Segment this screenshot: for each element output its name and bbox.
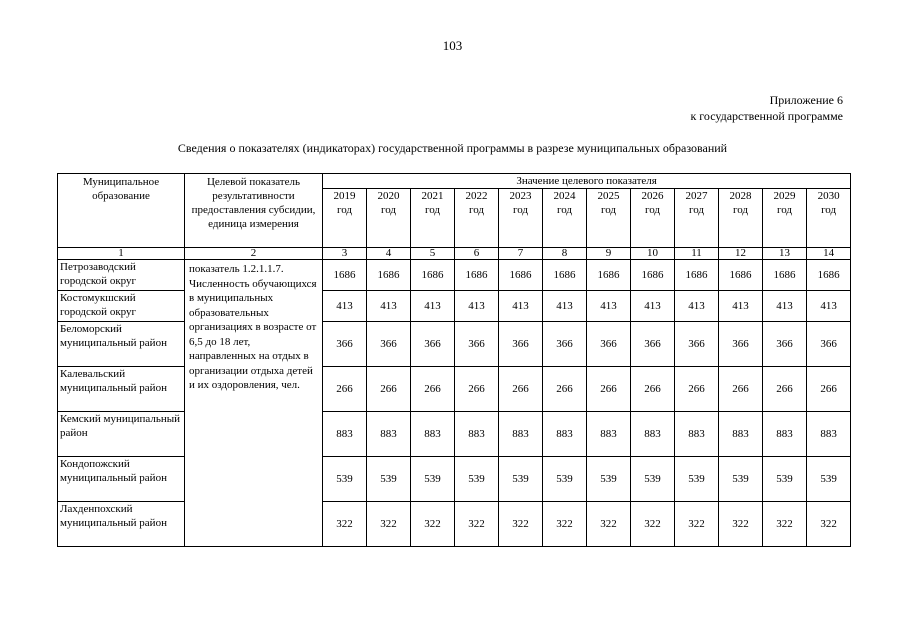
column-number: 11	[675, 248, 719, 260]
value-cell: 883	[367, 412, 411, 457]
column-number: 10	[631, 248, 675, 260]
value-cell: 883	[631, 412, 675, 457]
value-cell: 266	[763, 367, 807, 412]
value-cell: 322	[543, 502, 587, 547]
header-year-2029	[763, 189, 807, 248]
value-cell: 266	[411, 367, 455, 412]
header-values: Значение целевого показателя	[323, 174, 851, 189]
year-unit: год	[644, 204, 661, 216]
value-cell: 366	[587, 322, 631, 367]
municipality-name: Кемский муниципальный район	[58, 412, 185, 457]
value-cell: 366	[455, 322, 499, 367]
value-cell: 883	[587, 412, 631, 457]
column-number: 4	[367, 248, 411, 260]
value-cell: 366	[719, 322, 763, 367]
year-unit: год	[732, 204, 749, 216]
table-row	[58, 260, 851, 291]
header-indicator: Целевой показатель результативности предоставления субсидии, единица измерения	[185, 174, 323, 248]
value-cell: 322	[807, 502, 851, 547]
year-unit: год	[336, 204, 353, 216]
year-label: 2030	[817, 190, 840, 202]
value-cell: 366	[411, 322, 455, 367]
value-cell: 366	[367, 322, 411, 367]
value-cell: 413	[323, 291, 367, 322]
value-cell: 539	[587, 457, 631, 502]
value-cell: 413	[455, 291, 499, 322]
value-cell: 266	[323, 367, 367, 412]
value-cell: 413	[675, 291, 719, 322]
year-label: 2024	[553, 190, 576, 202]
value-cell: 266	[675, 367, 719, 412]
year-label: 2026	[641, 190, 664, 202]
value-cell: 266	[719, 367, 763, 412]
table-row	[58, 412, 851, 457]
year-label: 2023	[509, 190, 532, 202]
year-unit: год	[468, 204, 485, 216]
municipality-name: Кондопожский муниципальный район	[58, 457, 185, 502]
value-cell: 413	[499, 291, 543, 322]
value-cell: 1686	[807, 260, 851, 291]
year-unit: год	[688, 204, 705, 216]
year-label: 2025	[597, 190, 620, 202]
column-number: 12	[719, 248, 763, 260]
value-cell: 266	[543, 367, 587, 412]
column-number: 7	[499, 248, 543, 260]
value-cell: 322	[323, 502, 367, 547]
value-cell: 539	[499, 457, 543, 502]
value-cell: 1686	[323, 260, 367, 291]
value-cell: 322	[763, 502, 807, 547]
municipality-name: Калевальский муниципальный район	[58, 367, 185, 412]
header-year-2024	[543, 189, 587, 248]
value-cell: 322	[411, 502, 455, 547]
table-row	[58, 457, 851, 502]
year-unit: год	[380, 204, 397, 216]
value-cell: 366	[323, 322, 367, 367]
value-cell: 322	[719, 502, 763, 547]
value-cell: 1686	[543, 260, 587, 291]
value-cell: 539	[455, 457, 499, 502]
municipality-name: Костомукшский городской округ	[58, 291, 185, 322]
value-cell: 266	[587, 367, 631, 412]
year-label: 2028	[729, 190, 752, 202]
column-number: 1	[58, 248, 185, 260]
year-label: 2029	[773, 190, 796, 202]
value-cell: 266	[455, 367, 499, 412]
header-municipality: Муниципальное образование	[58, 174, 185, 248]
value-cell: 413	[807, 291, 851, 322]
value-cell: 322	[675, 502, 719, 547]
value-cell: 1686	[499, 260, 543, 291]
value-cell: 883	[763, 412, 807, 457]
value-cell: 322	[367, 502, 411, 547]
appendix-header	[690, 92, 843, 124]
value-cell: 539	[411, 457, 455, 502]
column-number: 5	[411, 248, 455, 260]
value-cell: 539	[719, 457, 763, 502]
value-cell: 883	[543, 412, 587, 457]
value-cell: 883	[499, 412, 543, 457]
year-label: 2021	[421, 190, 444, 202]
year-label: 2022	[465, 190, 488, 202]
municipality-name: Беломорский муниципальный район	[58, 322, 185, 367]
table-row	[58, 322, 851, 367]
document-title: Сведения о показателях (индикаторах) государственной программы в разрезе муниципальных образований	[177, 141, 728, 155]
value-cell: 366	[543, 322, 587, 367]
indicators-table	[57, 173, 851, 547]
value-cell: 539	[367, 457, 411, 502]
value-cell: 413	[631, 291, 675, 322]
header-year-2025	[587, 189, 631, 248]
value-cell: 883	[455, 412, 499, 457]
value-cell: 322	[587, 502, 631, 547]
header-year-2020	[367, 189, 411, 248]
column-number: 14	[807, 248, 851, 260]
appendix-line-2: к государственной программе	[690, 109, 843, 123]
value-cell: 413	[719, 291, 763, 322]
header-year-2023	[499, 189, 543, 248]
value-cell: 413	[543, 291, 587, 322]
value-cell: 1686	[367, 260, 411, 291]
value-cell: 366	[499, 322, 543, 367]
value-cell: 1686	[675, 260, 719, 291]
year-unit: год	[512, 204, 529, 216]
municipality-name: Петрозаводский городской округ	[58, 260, 185, 291]
year-label: 2027	[685, 190, 708, 202]
year-unit: год	[600, 204, 617, 216]
table-row	[58, 502, 851, 547]
value-cell: 322	[631, 502, 675, 547]
indicator-description: показатель 1.2.1.1.7. Численность обучающихся в муниципальных образовательных организациях в возрасте от 6,5 до 18 лет, направленных на отдых в организации отдыха детей и их оздоровления, чел.	[185, 260, 323, 547]
value-cell: 1686	[411, 260, 455, 291]
table-row	[58, 291, 851, 322]
value-cell: 883	[719, 412, 763, 457]
header-year-2022	[455, 189, 499, 248]
page-number: 103	[442, 38, 463, 53]
year-unit: год	[821, 204, 837, 216]
value-cell: 1686	[763, 260, 807, 291]
column-number: 3	[323, 248, 367, 260]
value-cell: 883	[323, 412, 367, 457]
value-cell: 539	[807, 457, 851, 502]
year-label: 2020	[377, 190, 400, 202]
header-year-2026	[631, 189, 675, 248]
header-year-2019	[323, 189, 367, 248]
value-cell: 883	[675, 412, 719, 457]
municipality-name: Лахденпохский муниципальный район	[58, 502, 185, 547]
value-cell: 366	[807, 322, 851, 367]
value-cell: 366	[675, 322, 719, 367]
value-cell: 1686	[631, 260, 675, 291]
value-cell: 539	[675, 457, 719, 502]
value-cell: 413	[587, 291, 631, 322]
value-cell: 266	[367, 367, 411, 412]
header-year-2030	[807, 189, 851, 248]
value-cell: 539	[631, 457, 675, 502]
value-cell: 539	[543, 457, 587, 502]
column-number: 9	[587, 248, 631, 260]
year-unit: год	[556, 204, 573, 216]
column-number: 8	[543, 248, 587, 260]
value-cell: 413	[411, 291, 455, 322]
value-cell: 322	[499, 502, 543, 547]
table-row	[58, 367, 851, 412]
value-cell: 883	[807, 412, 851, 457]
column-number: 6	[455, 248, 499, 260]
year-unit: год	[424, 204, 441, 216]
appendix-line-1: Приложение 6	[769, 93, 843, 107]
value-cell: 539	[763, 457, 807, 502]
value-cell: 1686	[455, 260, 499, 291]
value-cell: 266	[631, 367, 675, 412]
value-cell: 266	[499, 367, 543, 412]
value-cell: 266	[807, 367, 851, 412]
value-cell: 322	[455, 502, 499, 547]
value-cell: 366	[763, 322, 807, 367]
value-cell: 366	[631, 322, 675, 367]
value-cell: 413	[763, 291, 807, 322]
column-number: 13	[763, 248, 807, 260]
year-label: 2019	[333, 190, 356, 202]
header-year-2027	[675, 189, 719, 248]
year-unit: год	[776, 204, 793, 216]
value-cell: 413	[367, 291, 411, 322]
column-number: 2	[185, 248, 323, 260]
value-cell: 883	[411, 412, 455, 457]
value-cell: 1686	[587, 260, 631, 291]
header-year-2021	[411, 189, 455, 248]
value-cell: 1686	[719, 260, 763, 291]
value-cell: 539	[323, 457, 367, 502]
header-year-2028	[719, 189, 763, 248]
